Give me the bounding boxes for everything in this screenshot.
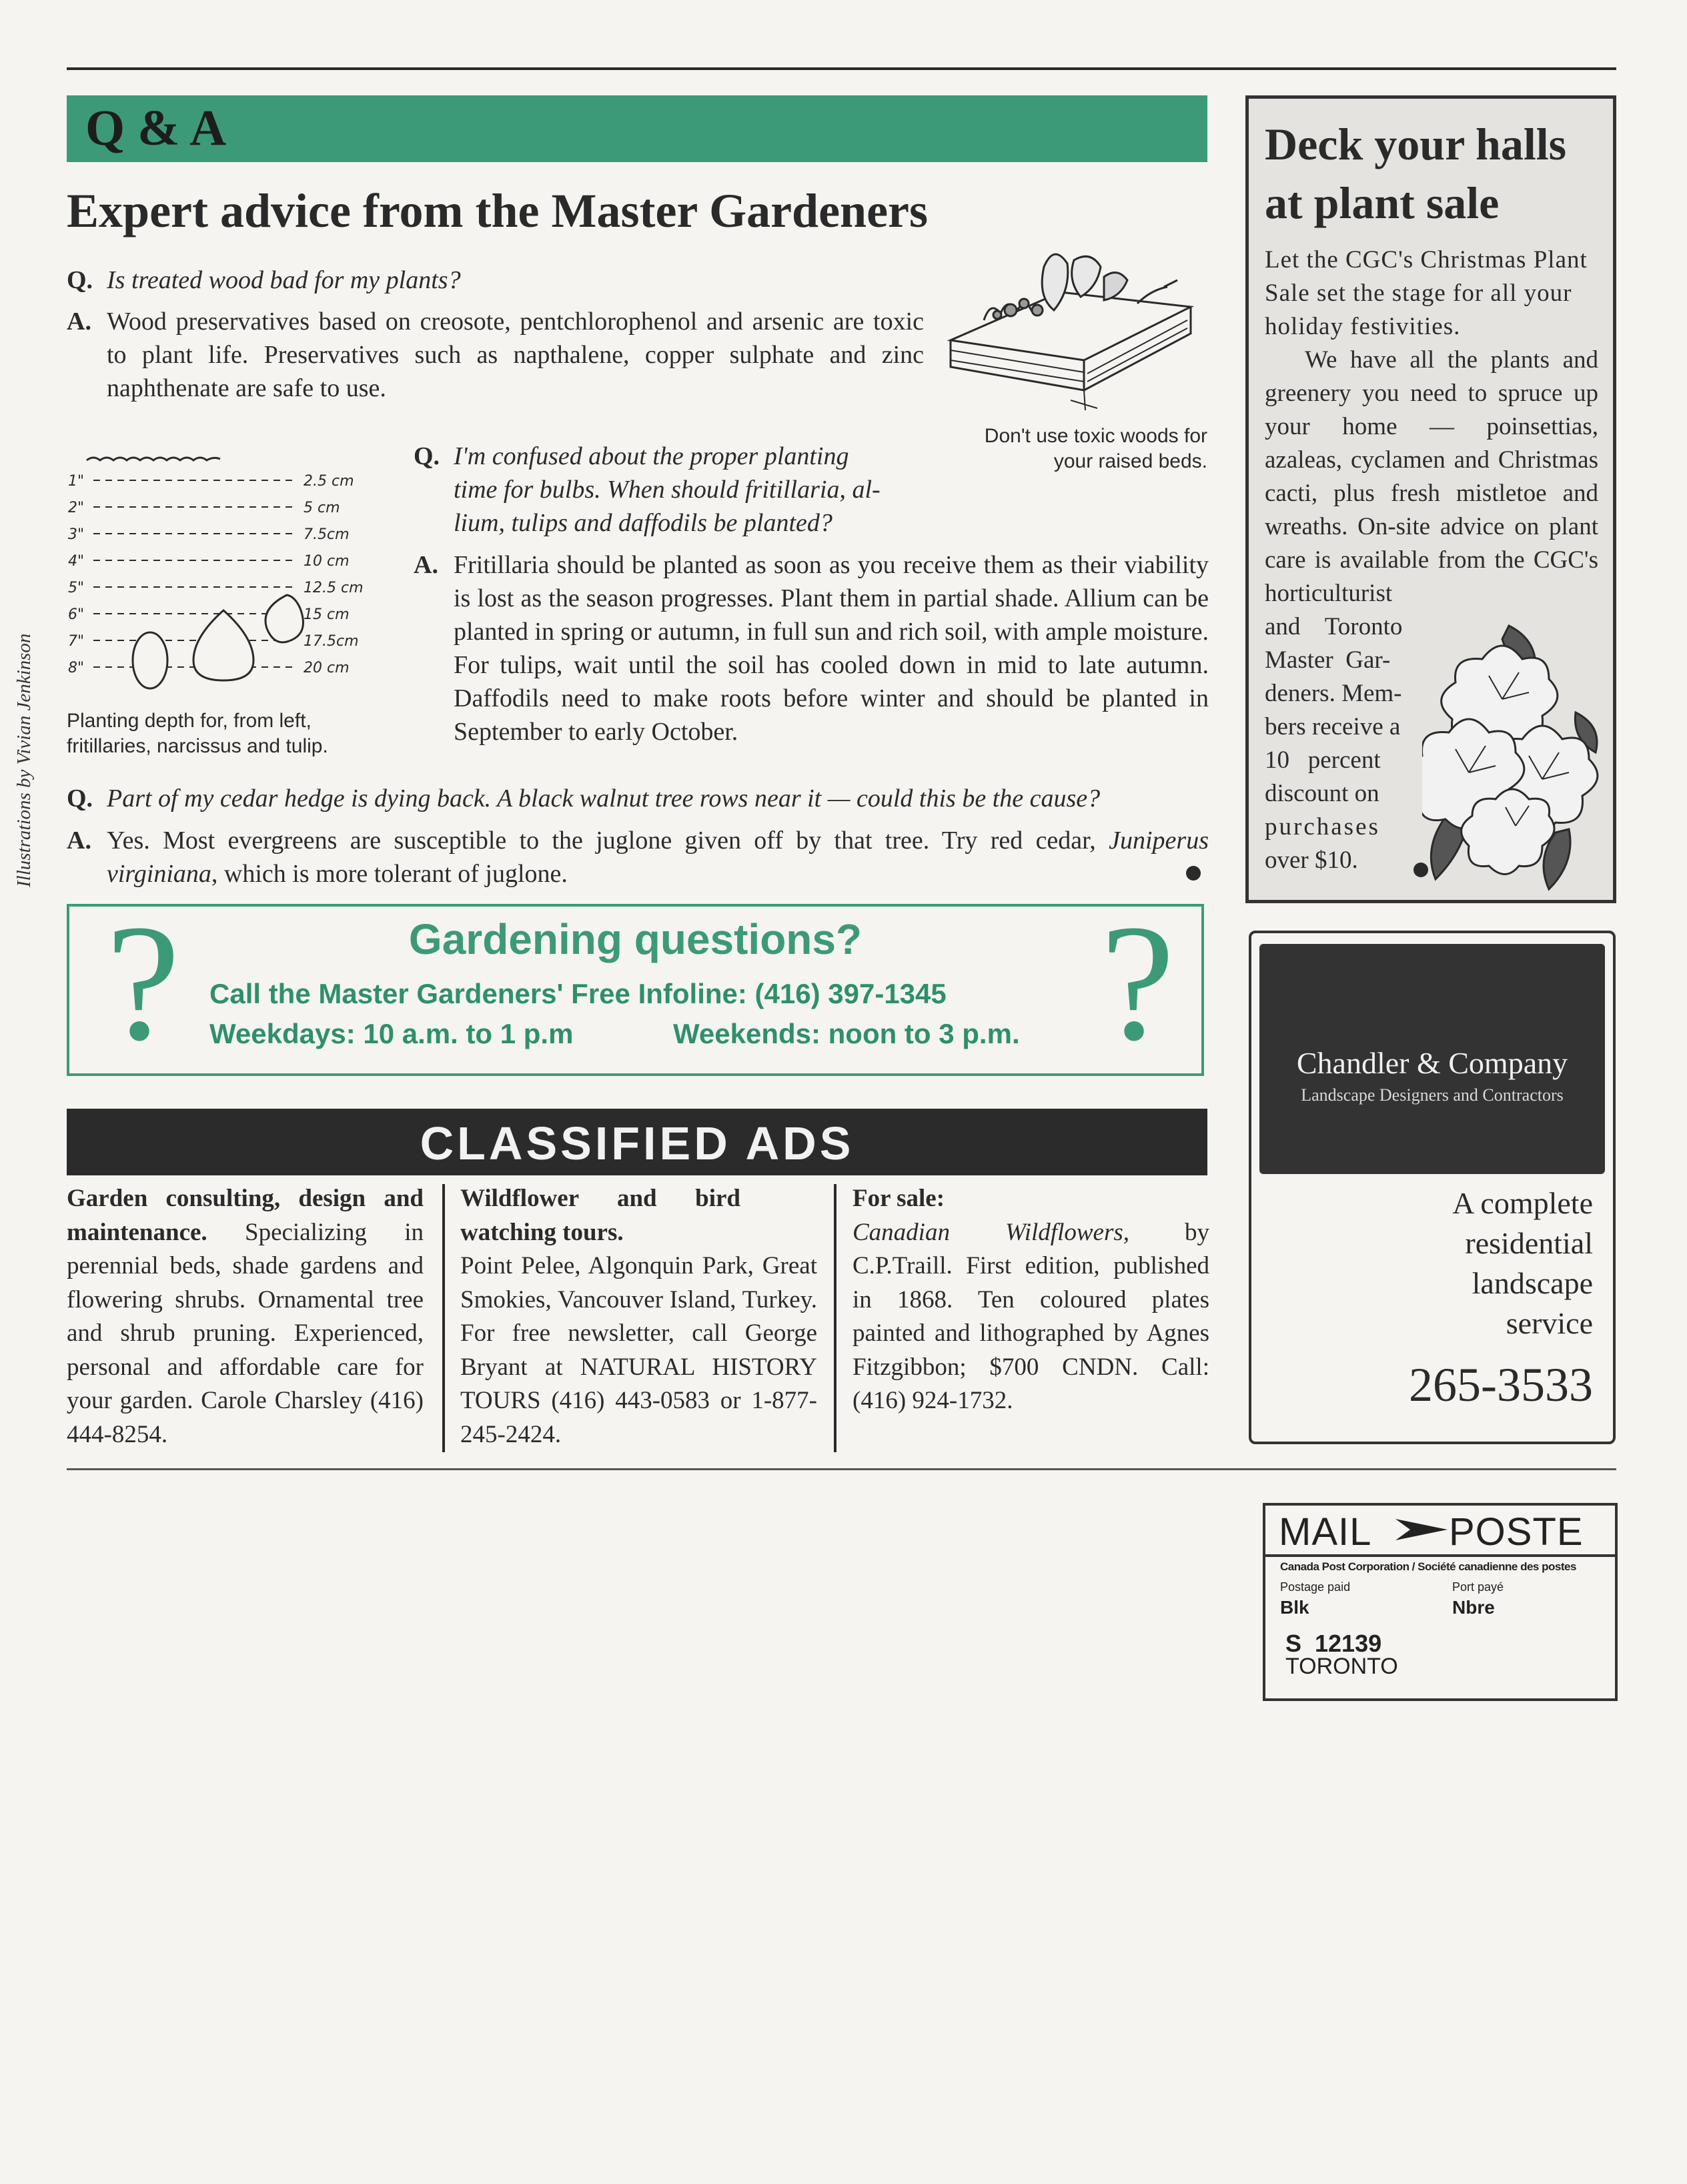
column-divider xyxy=(834,1184,836,1452)
planting-depth-diagram xyxy=(67,447,394,714)
q-label: Q. xyxy=(67,266,93,294)
ad-heading: For sale: xyxy=(853,1185,945,1212)
mail-poste-logo xyxy=(1265,1506,1615,1557)
answer-text: Wood preservatives based on creosote, pentchlorophenol and arsenic are toxic to plant life. Preservatives such as napthalene, copper sulphate and zinc naphthenate are safe to use. xyxy=(107,308,924,402)
postage-indicia xyxy=(1263,1503,1618,1701)
mail-word: MAIL xyxy=(1279,1510,1372,1554)
ad-body: Specializing in perennial beds, shade gardens and flowering shrubs. Ornamental tree and shrub pruning. Experienced, personal and affordable care for your garden. Carole Charsley (416) 444-8254. xyxy=(67,1218,424,1448)
illustration-credit: Illustrations by Vivian Jenkinson xyxy=(13,633,35,887)
infoline-weekdays: Weekdays: 10 a.m. to 1 p.m xyxy=(209,1018,574,1049)
caption-line: fritillaries, narcissus and tulip. xyxy=(67,735,328,757)
a-label: A. xyxy=(67,827,91,855)
depth-inch-label: 7" xyxy=(68,633,85,650)
port-paye-label: Port payé xyxy=(1452,1580,1504,1594)
classified-title: CLASSIFIED ADS xyxy=(420,1117,855,1169)
depth-cm-label: 17.5cm xyxy=(304,633,359,650)
latin-name: Juniperus virginiana xyxy=(107,827,1209,888)
answer-2 xyxy=(414,548,1209,748)
answer-text xyxy=(107,824,1209,891)
ad-description-line: service xyxy=(1506,1306,1593,1340)
classified-ad-2 xyxy=(460,1182,817,1452)
ad-heading: Garden consulting, design and maintenance. xyxy=(67,1185,424,1246)
sidebar-paragraph-1: Let the CGC's Christmas Plant Sale set the stage for all your holiday festivities. xyxy=(1265,246,1588,340)
sidebar-paragraph-2: We have all the plants and greenery you need to spruce up your home — poinsettias, azaleas, cyclamen and Christmas cacti, plus fresh mistletoe and wreaths. On-site advice on plant care is available from the CGC's horticulturist xyxy=(1265,346,1598,607)
depth-cm-label: 12.5 cm xyxy=(304,580,364,596)
q-label: Q. xyxy=(414,442,440,470)
nbre-label: Nbre xyxy=(1452,1597,1495,1618)
depth-inch-label: 5" xyxy=(68,580,85,596)
caption-line: your raised beds. xyxy=(1053,450,1207,472)
depth-cm-label: 2.5 cm xyxy=(304,473,354,490)
fritillaria-bulb xyxy=(133,632,167,688)
depth-cm-label: 15 cm xyxy=(304,606,350,623)
ad-description-line: A complete xyxy=(1452,1186,1593,1220)
canada-post-corporation: Canada Post Corporation / Société canadienne des postes xyxy=(1280,1560,1576,1573)
sidebar-line: discount on xyxy=(1265,780,1379,807)
ad-company-name: Chandler & Company xyxy=(1296,1046,1568,1080)
depth-cm-label: 5 cm xyxy=(304,500,340,516)
sidebar-line: 10 percent xyxy=(1265,746,1381,774)
postage-paid-label: Postage paid xyxy=(1280,1580,1351,1594)
planting-depth-caption xyxy=(67,708,414,759)
ad-header-panel xyxy=(1259,944,1605,1174)
infoline-phone: Call the Master Gardeners' Free Infoline: (416) 397-1345 xyxy=(209,978,947,1009)
end-mark-icon xyxy=(1186,866,1201,881)
question-text xyxy=(454,440,921,540)
column-divider xyxy=(442,1184,445,1452)
question-text: Part of my cedar hedge is dying back. A black walnut tree rows near it — could this be the cause? xyxy=(107,784,1101,812)
ad-description-line: landscape xyxy=(1472,1266,1593,1300)
answer-3 xyxy=(67,824,1209,891)
book-title: Canadian Wildflowers, xyxy=(853,1218,1129,1246)
permit-city: TORONTO xyxy=(1285,1654,1398,1679)
answer-text-part: , which is more tolerant of juglone. xyxy=(211,860,568,888)
depth-cm-label: 20 cm xyxy=(304,660,350,676)
caption-line: Planting depth for, from left, xyxy=(67,710,312,732)
question-mark-icon: ? xyxy=(1101,891,1175,1075)
poste-word: POSTE xyxy=(1449,1510,1584,1554)
classified-banner xyxy=(67,1109,1207,1175)
depth-cm-label: 10 cm xyxy=(304,553,350,570)
ad-phone-number: 265-3533 xyxy=(1409,1358,1593,1412)
a-label: A. xyxy=(67,308,91,336)
arrow-icon xyxy=(1395,1516,1448,1543)
sidebar-line: bers receive a xyxy=(1265,713,1401,740)
sidebar-line: and Toronto xyxy=(1265,613,1403,640)
sidebar-title xyxy=(1265,115,1612,232)
tulip-bulb xyxy=(265,595,304,642)
infoline-weekends: Weekends: noon to 3 p.m. xyxy=(673,1018,1020,1049)
qa-banner xyxy=(67,95,1207,162)
blk-label: Blk xyxy=(1280,1597,1309,1618)
question-line: I'm confused about the proper planting xyxy=(454,442,849,470)
a-label: A. xyxy=(414,551,438,579)
top-rule xyxy=(67,67,1616,70)
ad-heading: Wildflower and bird watching tours. xyxy=(460,1185,740,1246)
infoline-title: Gardening questions? xyxy=(408,915,863,963)
ad-company-tagline: Landscape Designers and Contractors xyxy=(1301,1085,1564,1105)
depth-cm-label: 7.5cm xyxy=(304,526,350,543)
question-1 xyxy=(67,263,954,297)
permit-number: S 12139 xyxy=(1285,1630,1382,1657)
depth-inch-label: 3" xyxy=(68,526,85,543)
classified-ad-3 xyxy=(853,1182,1209,1418)
qa-banner-label: Q & A xyxy=(85,100,227,156)
ad-description-line: residential xyxy=(1465,1226,1593,1260)
azalea-flower-illustration xyxy=(1422,612,1602,893)
answer-text: Fritillaria should be planted as soon as you receive them as their viability is lost as the season progresses. Plant them in partial shade. Allium can be planted in spring or autumn, in full sun and rich soil, with ample moisture. For tulips, wait until the soil has cooled down in mid to late autumn. Daffodils need to make roots before winter and should be planted in September to early October. xyxy=(454,551,1209,746)
depth-inch-label: 6" xyxy=(68,606,85,623)
sidebar-line: deners. Mem- xyxy=(1265,680,1402,707)
article-headline: Expert advice from the Master Gardeners xyxy=(67,184,929,237)
raised-bed-caption xyxy=(914,424,1207,474)
ad-body: Point Pelee, Algonquin Park, Great Smokies, Vancouver Island, Turkey. For free newsletter, call George Bryant at NATURAL HISTORY TOURS (416) 443-0583 or 1-877-245-2424. xyxy=(460,1252,817,1448)
chandler-ad xyxy=(1249,931,1616,1444)
caption-line: Don't use toxic woods for xyxy=(984,425,1207,447)
depth-inch-label: 2" xyxy=(68,500,85,516)
question-line: lium, tulips and daffodils be planted? xyxy=(454,509,832,537)
question-2 xyxy=(414,440,921,540)
narcissus-bulb xyxy=(193,610,253,680)
depth-inch-label: 4" xyxy=(68,553,85,570)
sidebar-line: Master Gar- xyxy=(1265,646,1391,674)
answer-text-part: Yes. Most evergreens are susceptible to the juglone given off by that tree. Try red cedar, xyxy=(107,827,1109,855)
depth-inch-label: 8" xyxy=(68,660,85,676)
sidebar-title-line: Deck your halls xyxy=(1265,119,1567,169)
sidebar-line: over $10. xyxy=(1265,847,1358,874)
depth-inch-label: 1" xyxy=(68,473,85,490)
question-mark-icon: ? xyxy=(106,891,180,1075)
plant-sale-sidebar xyxy=(1245,95,1616,903)
question-3 xyxy=(67,782,1214,815)
answer-1 xyxy=(67,305,924,405)
raised-bed-illustration xyxy=(944,240,1211,420)
sidebar-paragraph-3 xyxy=(1265,610,1425,877)
infoline-box xyxy=(67,891,1204,1076)
sidebar-line: purchases xyxy=(1265,813,1380,841)
classified-ad-1 xyxy=(67,1182,424,1452)
ad-body: by C.P.Traill. First edition, published in 1868. Ten coloured plates painted and lithographed by Agnes Fitzgibbon; $700 CNDN. Call: (416) 924-1732. xyxy=(853,1218,1209,1414)
question-line: time for bulbs. When should fritillaria, al- xyxy=(454,476,881,504)
question-text: Is treated wood bad for my plants? xyxy=(107,266,461,294)
q-label: Q. xyxy=(67,784,93,812)
bottom-rule xyxy=(67,1468,1616,1470)
sidebar-title-line: at plant sale xyxy=(1265,177,1500,228)
